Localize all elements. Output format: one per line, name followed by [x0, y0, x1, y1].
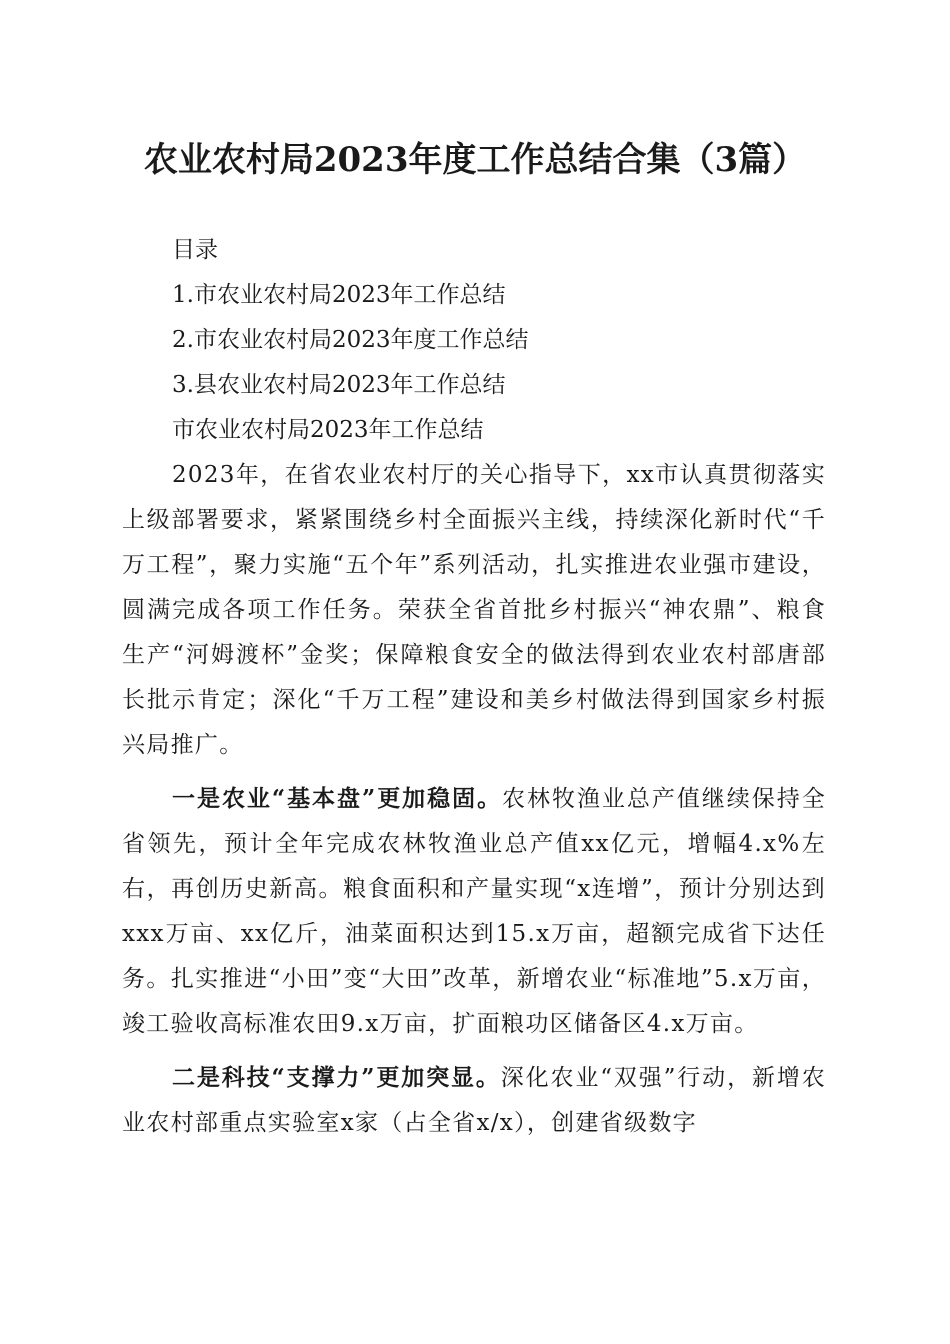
document-title: 农业农村局2023年度工作总结合集（3篇） [143, 140, 807, 180]
paragraph-agriculture [122, 776, 826, 1047]
toc-item-1: 1.市农业农村局2023年工作总结 [172, 282, 506, 308]
document-body [122, 228, 826, 1146]
paragraph-lead: 二是科技“支撑力”更加突显。 [172, 1064, 501, 1091]
intro-paragraph: 2023年，在省农业农村厅的关心指导下，xx市认真贯彻落实上级部署要求，紧紧围绕乡村全面振兴主线，持续深化新时代“千万工程”，聚力实施“五个年”系列活动，扎实推进农业强市建设，圆满完成各项工作任务。荣获全省首批乡村振兴“神农鼎”、粮食生产“河姆渡杯”金奖；保障粮食安全的做法得到农业农村部唐部长批示肯定；深化“千万工程”建设和美乡村做法得到国家乡村振兴局推广。 [122, 462, 826, 758]
section-title: 市农业农村局2023年工作总结 [172, 417, 484, 443]
paragraph-text: 农林牧渔业总产值继续保持全省领先，预计全年完成农林牧渔业总产值xx亿元，增幅4.x%左右，再创历史新高。粮食面积和产量实现“x连增”，预计分别达到xxx万亩、xx亿斤，油菜面积达到15.x万亩，超额完成省下达任务。扎实推进“小田”变“大田”改革，新增农业“标准地”5.x万亩，竣工验收高标准农田9.x万亩，扩面粮功区储备区4.x万亩。 [122, 786, 826, 1037]
paragraph-text: 深化农业“双强”行动，新增农业农村部重点实验室x家（占全省x/x），创建省级数字 [122, 1065, 826, 1136]
paragraph-lead: 一是农业“基本盘”更加稳固。 [172, 785, 503, 812]
toc-item-3: 3.县农业农村局2023年工作总结 [172, 372, 506, 398]
paragraph-technology [122, 1055, 826, 1146]
toc-item-2: 2.市农业农村局2023年度工作总结 [172, 327, 529, 353]
toc-heading: 目录 [172, 237, 218, 263]
